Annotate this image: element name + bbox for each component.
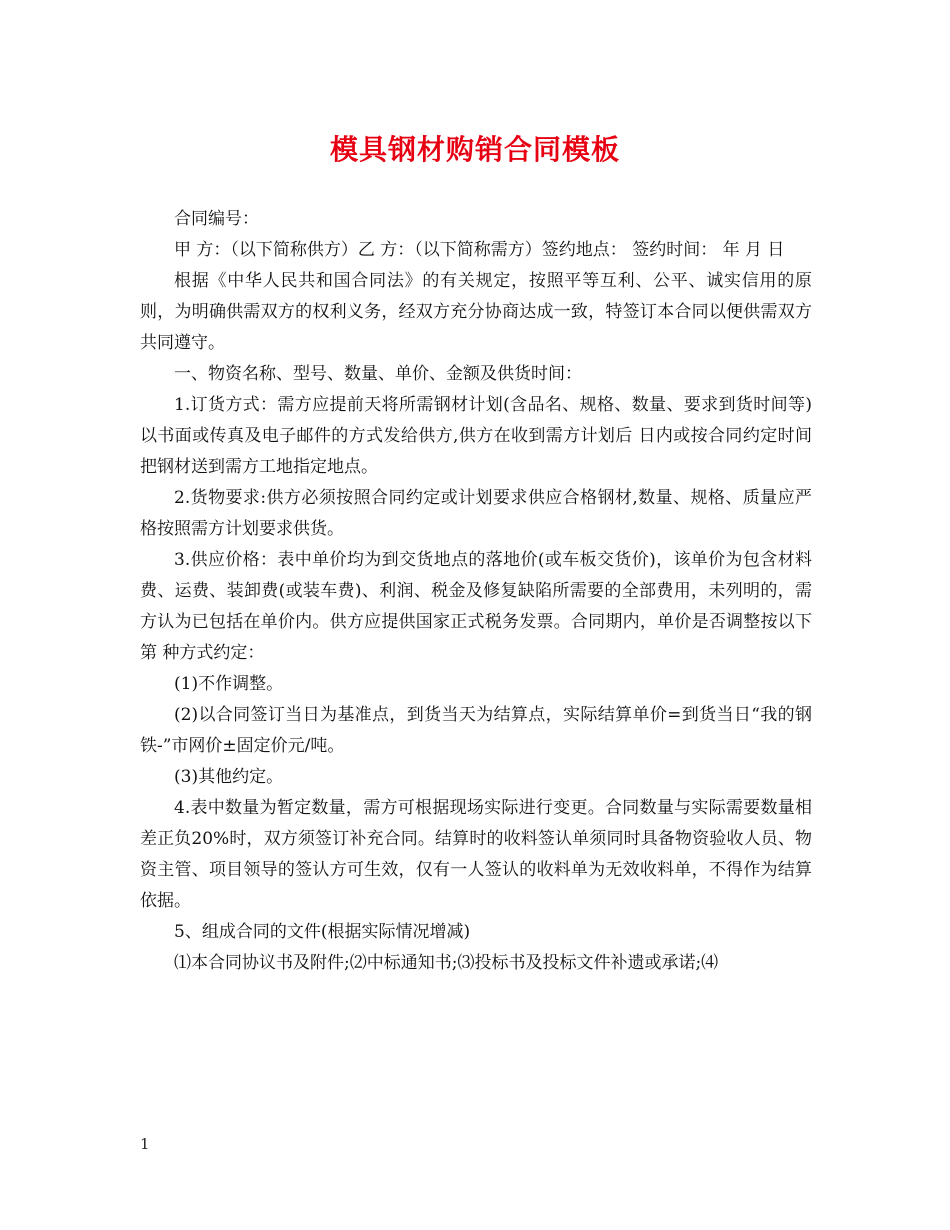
contract-documents-list: ⑴本合同协议书及附件;⑵中标通知书;⑶投标书及投标文件补遗或承诺;⑷ (174, 953, 719, 973)
paragraph-parties: 甲 方：（以下简称供方）乙 方：（以下简称需方）签约地点： 签约时间： 年 月 日 (174, 240, 785, 260)
clause-ordering-method: 1.订货方式：需方应提前天将所需钢材计划(含品名、规格、数量、要求到货时间等)以书面或传真及电子邮件的方式发给供方,供方在收到需方计划后 日内或按合同约定时间把钢材送到需方工地指定地点。 (140, 395, 812, 477)
clause-quantity: 4.表中数量为暂定数量，需方可根据现场实际进行变更。合同数量与实际需要数量相差正负20%时，双方须签订补充合同。结算时的收料签认单须同时具备物资验收人员、物资主管、项目领导的签认方可生效，仅有一人签认的收料单为无效收料单，不得作为结算依据。 (140, 798, 812, 911)
document-title: 模具钢材购销合同模板 (329, 133, 620, 166)
clause-goods-requirement: 2.货物要求:供方必须按照合同约定或计划要求供应合格钢材,数量、规格、质量应严格按照需方计划要求供货。 (140, 488, 812, 539)
price-option-2: (2)以合同签订当日为基准点，到货当天为结算点，实际结算单价=到货当日“我的钢铁-”市网价±固定价元/吨。 (140, 705, 812, 756)
price-option-3: (3)其他约定。 (174, 767, 284, 787)
price-option-1: (1)不作调整。 (174, 674, 284, 694)
clause-supply-price: 3.供应价格：表中单价均为到交货地点的落地价(或车板交货价)，该单价为包含材料费、运费、装卸费(或装车费)、利润、税金及修复缺陷所需要的全部费用，未列明的，需方认为已包括在单价内。供方应提供国家正式税务发票。合同期内，单价是否调整按以下第 种方式约定： (140, 550, 812, 663)
paragraph-contract-number: 合同编号： (174, 209, 259, 229)
document-body (140, 204, 812, 979)
section-heading-1: 一、物资名称、型号、数量、单价、金额及供货时间： (174, 364, 582, 384)
page-number: 1 (140, 1135, 150, 1153)
paragraph-preamble: 根据《中华人民共和国合同法》的有关规定，按照平等互利、公平、诚实信用的原则，为明确供需双方的权利义务，经双方充分协商达成一致，特签订本合同以便供需双方共同遵守。 (140, 271, 812, 353)
clause-contract-documents: 5、组成合同的文件(根据实际情况增减) (174, 922, 471, 942)
